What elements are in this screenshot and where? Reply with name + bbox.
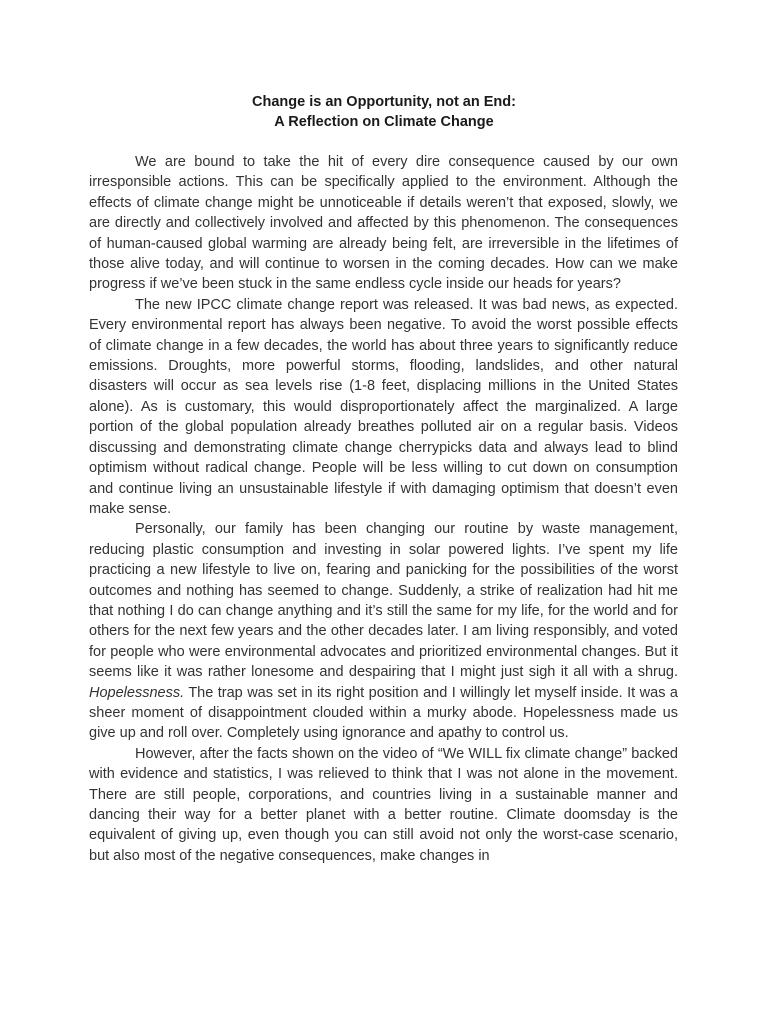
paragraph-4: However, after the facts shown on the video of “We WILL fix climate change” backed with evidence and statistics, I was relieved to think that I was not alone in the movement. There are still people, corporations, and countries living in a sustainable manner and dancing their way for a better planet with a better routine. Climate doomsday is the equivalent of giving up, even though you can still avoid not only the worst-case scenario, but also most of the negative consequences, make changes in bbox=[89, 745, 678, 864]
paragraph-3-emphasis: Hopelessness. bbox=[89, 684, 185, 701]
paragraph-3-text-before: Personally, our family has been changing our routine by waste management, reducing plastic consumption and investing in solar powered lights. I’ve spent my life practicing a new lifestyle to live on, fearing and panicking for the possibilities of the worst outcomes and nothing has seemed to change. Suddenly, a strike of realization had hit me that nothing I do can change anything and it’s still the same for my life, for the world and for others for the next few years and the other decades later. I am living responsibly, and voted for people who were environmental advocates and prioritized environmental changes. But it seems like it was rather lonesome and despairing that I might just sigh it all with a shrug. bbox=[89, 521, 678, 681]
title-line-1: Change is an Opportunity, not an End: bbox=[252, 94, 516, 110]
paragraph-3 bbox=[89, 519, 678, 743]
title-line-2: A Reflection on Climate Change bbox=[274, 114, 494, 130]
document-title bbox=[0, 92, 768, 132]
paragraph-2: The new IPCC climate change report was released. It was bad news, as expected. Every environmental report has always been negative. To avoid the worst possible effects of climate change in a few decades, the world has about three years to significantly reduce emissions. Droughts, more powerful storms, flooding, landslides, and other natural disasters will occur as sea levels rise (1-8 feet, displacing millions in the United States alone). As is customary, this would disproportionately affect the marginalized. A large portion of the global population already breathes polluted air on a regular basis. Videos discussing and demonstrating climate change cherrypicks data and always lead to blind optimism without radical change. People will be less willing to cut down on consumption and continue living an unsustainable lifestyle if with damaging optimism that doesn’t even make sense. bbox=[89, 296, 678, 517]
paragraph-3-text-after: The trap was set in its right position and I willingly let myself inside. It was a sheer moment of disappointment clouded within a murky abode. Hopelessness made us give up and roll over. Completely using ignorance and apathy to control us. bbox=[89, 684, 678, 742]
paragraph-1: We are bound to take the hit of every dire consequence caused by our own irresponsible actions. This can be specifically applied to the environment. Although the effects of climate change might be unnoticeable if details weren’t that exposed, slowly, we are directly and collectively involved and affected by this phenomenon. The consequences of human-caused global warming are already being felt, are irreversible in the lifetimes of those alive today, and will continue to worsen in the coming decades. How can we make progress if we’ve been stuck in the same endless cycle inside our heads for years? bbox=[89, 154, 678, 293]
document-body bbox=[89, 152, 678, 866]
